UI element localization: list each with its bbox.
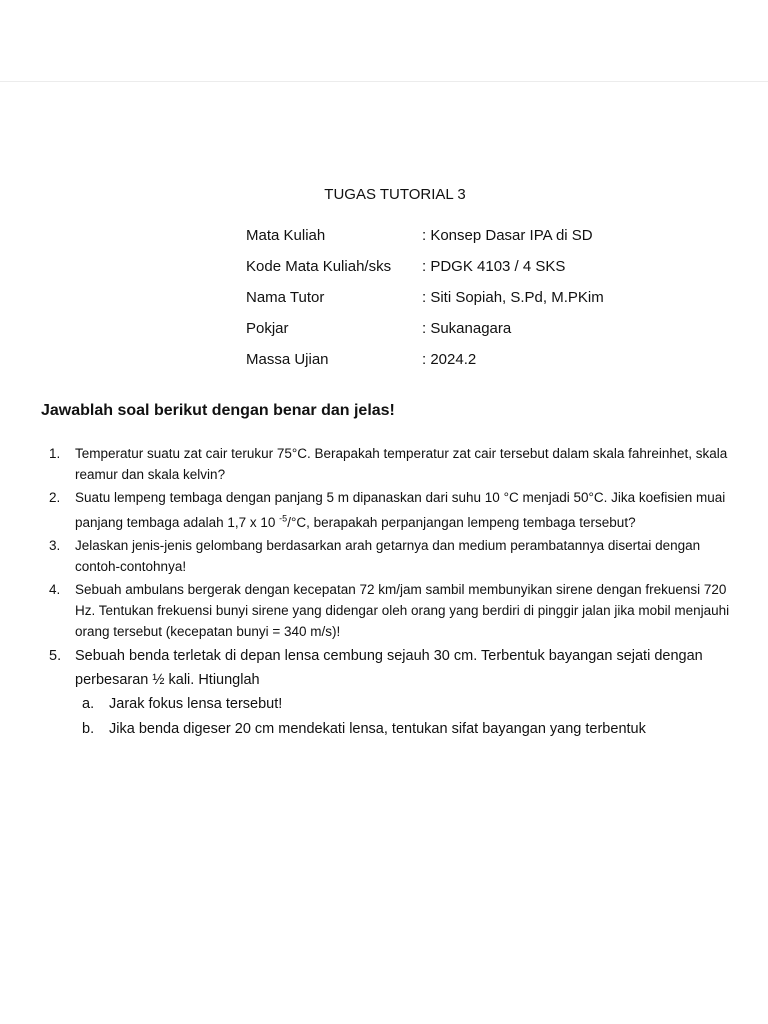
question-list: [41, 443, 741, 744]
question-text-part: Suatu lempeng tembaga dengan panjang 5 m dipanaskan dari suhu 10 °C menjadi 50°C. Jika koefisien muai panjang tembaga adalah 1,7 x 10: [75, 490, 726, 530]
question-item: [41, 644, 741, 742]
question-item: [41, 579, 741, 642]
info-row-code: [246, 258, 604, 289]
sub-question-item: [75, 692, 741, 717]
sub-question-letter: a.: [82, 695, 95, 712]
question-text: Temperatur suatu zat cair terukur 75°C. Berapakah temperatur zat cair tersebut dalam skala fahreinhet, skala reamur dan skala kelvin?: [75, 446, 728, 482]
info-label: Pokjar: [246, 320, 289, 337]
question-text: Sebuah ambulans bergerak dengan kecepatan 72 km/jam sambil membunyikan sirene dengan frekuensi 720 Hz. Tentukan frekuensi bunyi sirene yang didengar oleh orang yang berdiri di pinggir jalan jika mobil menjauhi orang tersebut (kecepatan bunyi = 340 m/s)!: [75, 581, 730, 639]
sub-question-text: Jarak fokus lensa tersebut!: [109, 695, 283, 712]
question-text: [75, 490, 725, 530]
sub-question-text: Jika benda digeser 20 cm mendekati lensa, tentukan sifat bayangan yang terbentuk: [109, 720, 646, 737]
info-row-exam-period: [246, 351, 604, 382]
info-value: : Sukanagara: [422, 320, 512, 337]
question-text: Sebuah benda terletak di depan lensa cembung sejauh 30 cm. Terbentuk bayangan sejati dengan perbesaran ½ kali. Htiunglah: [75, 647, 703, 688]
question-number: 4.: [49, 581, 61, 597]
page-top-divider: [0, 81, 768, 82]
info-value: : 2024.2: [422, 351, 477, 368]
question-item: [41, 487, 741, 533]
exponent: -5: [279, 513, 288, 523]
info-label: Mata Kuliah: [246, 227, 326, 244]
info-label: Massa Ujian: [246, 351, 329, 368]
sub-question-item: [75, 717, 741, 742]
info-row-course: [246, 227, 604, 258]
info-row-tutor: [246, 289, 604, 320]
question-text-part: /°C, berapakah perpanjangan lempeng tembaga tersebut?: [287, 514, 636, 530]
info-value: : Siti Sopiah, S.Pd, M.PKim: [422, 289, 604, 306]
question-item: [41, 535, 741, 577]
info-row-pokjar: [246, 320, 604, 351]
question-item: [41, 443, 741, 485]
info-label: Nama Tutor: [246, 289, 325, 306]
question-number: 1.: [49, 446, 61, 461]
question-text: Jelaskan jenis-jenis gelombang berdasarkan arah getarnya dan medium perambatannya disertai dengan contoh-contohnya!: [75, 537, 701, 574]
instruction-heading: Jawablah soal berikut dengan benar dan jelas!: [41, 402, 395, 419]
question-number: 5.: [49, 647, 62, 664]
sub-question-letter: b.: [82, 720, 95, 737]
document-title: TUGAS TUTORIAL 3: [324, 186, 466, 203]
question-number: 2.: [49, 490, 61, 505]
info-value: : Konsep Dasar IPA di SD: [422, 227, 593, 244]
sub-question-list: [75, 692, 741, 742]
course-info-table: [246, 227, 604, 382]
info-label: Kode Mata Kuliah/sks: [246, 258, 392, 275]
question-number: 3.: [49, 537, 61, 553]
info-value: : PDGK 4103 / 4 SKS: [422, 258, 566, 275]
